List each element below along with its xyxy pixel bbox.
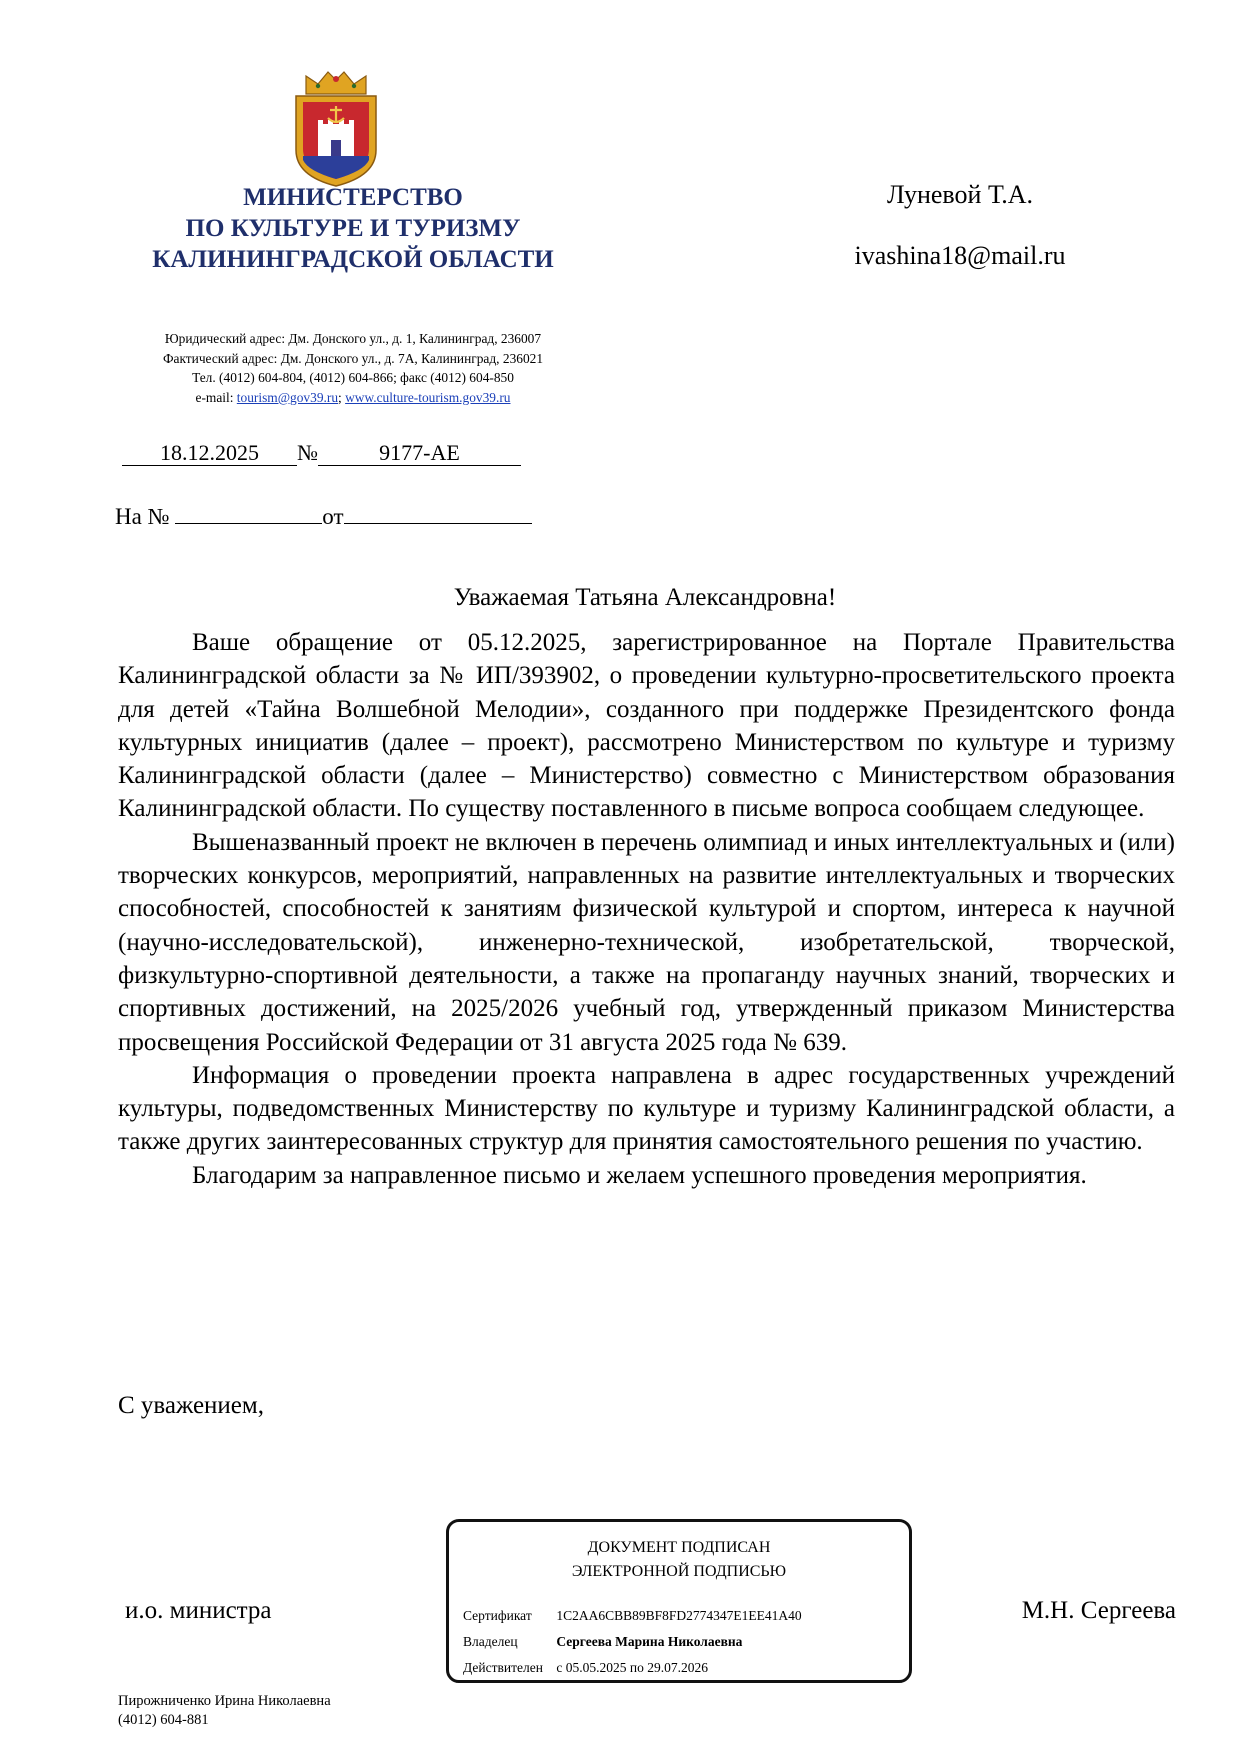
- ministry-address-block: [118, 329, 588, 407]
- legal-address: Юридический адрес: Дм. Донского ул., д. 1, Калининград, 236007: [164, 331, 542, 346]
- paragraph: Вышеназванный проект не включен в перечень олимпиад и иных интеллектуальных и (или) творческих конкурсов, мероприятий, направленных на развитие интеллектуальных и творческих способностей, способностей к занятиям физической культурой и спортом, интереса к научной (научно-исследовательской), инженерно-технической, изобретательской, творческой, физкультурно-спортивной деятельности, а также на пропаганду научных знаний, творческих и спортивных достижений, на 2025/2026 учебный год, утвержденный приказом Министерства просвещения Российской Федерации от 31 августа 2025 года № 639.: [118, 828, 1175, 1056]
- actual-address: Фактический адрес: Дм. Донского ул., д. 7А, Калининград, 236021: [162, 350, 544, 366]
- signer-name: М.Н. Сергеева: [1021, 1597, 1176, 1624]
- contacts-separator: ;: [338, 389, 346, 405]
- executor-name: Пирожниченко Ирина Николаевна: [118, 1693, 331, 1709]
- letter-body: [118, 626, 1175, 1192]
- executor-block: [118, 1692, 331, 1730]
- registration-date: 18.12.2025: [122, 441, 297, 466]
- recipient-email: ivashina18@mail.ru: [854, 241, 1066, 270]
- stamp-title-line-1: ДОКУМЕНТ ПОДПИСАН: [587, 1539, 771, 1556]
- paragraph: Благодарим за направленное письмо и желаем успешного проведения мероприятия.: [192, 1161, 1087, 1189]
- stamp-owner-label: Владелец: [463, 1634, 518, 1649]
- coat-of-arms-icon: [290, 70, 382, 188]
- ministry-email-link[interactable]: tourism@gov39.ru: [236, 389, 339, 405]
- stamp-owner-row: [463, 1634, 742, 1650]
- stamp-title: [449, 1536, 909, 1584]
- reference-date-blank: [344, 503, 532, 524]
- stamp-validity-value: с 05.05.2025 по 29.07.2026: [556, 1660, 708, 1675]
- contacts-line: [118, 388, 588, 408]
- recipient-name: Луневой Т.А.: [886, 180, 1033, 209]
- email-prefix: e-mail:: [195, 389, 237, 405]
- registration-number: 9177-АЕ: [318, 441, 521, 466]
- reference-line: [115, 503, 532, 530]
- registration-line: [122, 440, 521, 466]
- ministry-website-link[interactable]: www.culture-tourism.gov39.ru: [345, 389, 511, 405]
- recipient-block: [760, 180, 1160, 271]
- stamp-certificate-label: Сертификат: [463, 1608, 532, 1623]
- reference-from: от: [322, 504, 344, 529]
- closing: С уважением,: [118, 1392, 264, 1419]
- executor-phone: (4012) 604-881: [118, 1712, 209, 1728]
- ministry-heading: [118, 182, 588, 275]
- salutation: Уважаемая Татьяна Александровна!: [453, 584, 837, 611]
- stamp-certificate-value: 1C2AA6CBB89BF8FD2774347E1EE41A40: [556, 1608, 802, 1623]
- e-signature-stamp: [446, 1519, 912, 1683]
- reference-prefix: На №: [115, 504, 170, 529]
- ministry-line-3: КАЛИНИНГРАДСКОЙ ОБЛАСТИ: [152, 246, 554, 273]
- stamp-certificate-row: [463, 1608, 802, 1624]
- stamp-title-line-2: ЭЛЕКТРОННОЙ ПОДПИСЬЮ: [571, 1563, 787, 1580]
- stamp-validity-row: [463, 1660, 708, 1676]
- reference-number-blank: [175, 503, 322, 524]
- ministry-line-2: ПО КУЛЬТУРЕ И ТУРИЗМУ: [185, 215, 521, 242]
- paragraph: Ваше обращение от 05.12.2025, зарегистрированное на Портале Правительства Калининградской области за № ИП/393902, о проведении культурно-просветительского проекта для детей «Тайна Волшебной Мелодии», созданного при поддержке Президентского фонда культурных инициатив (далее – проект), рассмотрено Министерством по культуре и туризму Калининградской области (далее – Министерство) совместно с Министерством образования Калининградской области. По существу поставленного в письме вопроса сообщаем следующее.: [118, 629, 1175, 823]
- number-sign: №: [297, 440, 318, 465]
- stamp-validity-label: Действителен: [463, 1660, 543, 1675]
- signer-position: и.о. министра: [125, 1597, 272, 1624]
- ministry-line-1: МИНИСТЕРСТВО: [243, 184, 463, 211]
- paragraph: Информация о проведении проекта направлена в адрес государственных учреждений культуры, подведомственных Министерству по культуре и туризму Калининградской области, а также других заинтересованных структур для принятия самостоятельного решения по участию.: [118, 1061, 1175, 1156]
- stamp-owner-value: Сергеева Марина Николаевна: [556, 1634, 743, 1649]
- phones: Тел. (4012) 604-804, (4012) 604-866; факс (4012) 604-850: [192, 370, 514, 385]
